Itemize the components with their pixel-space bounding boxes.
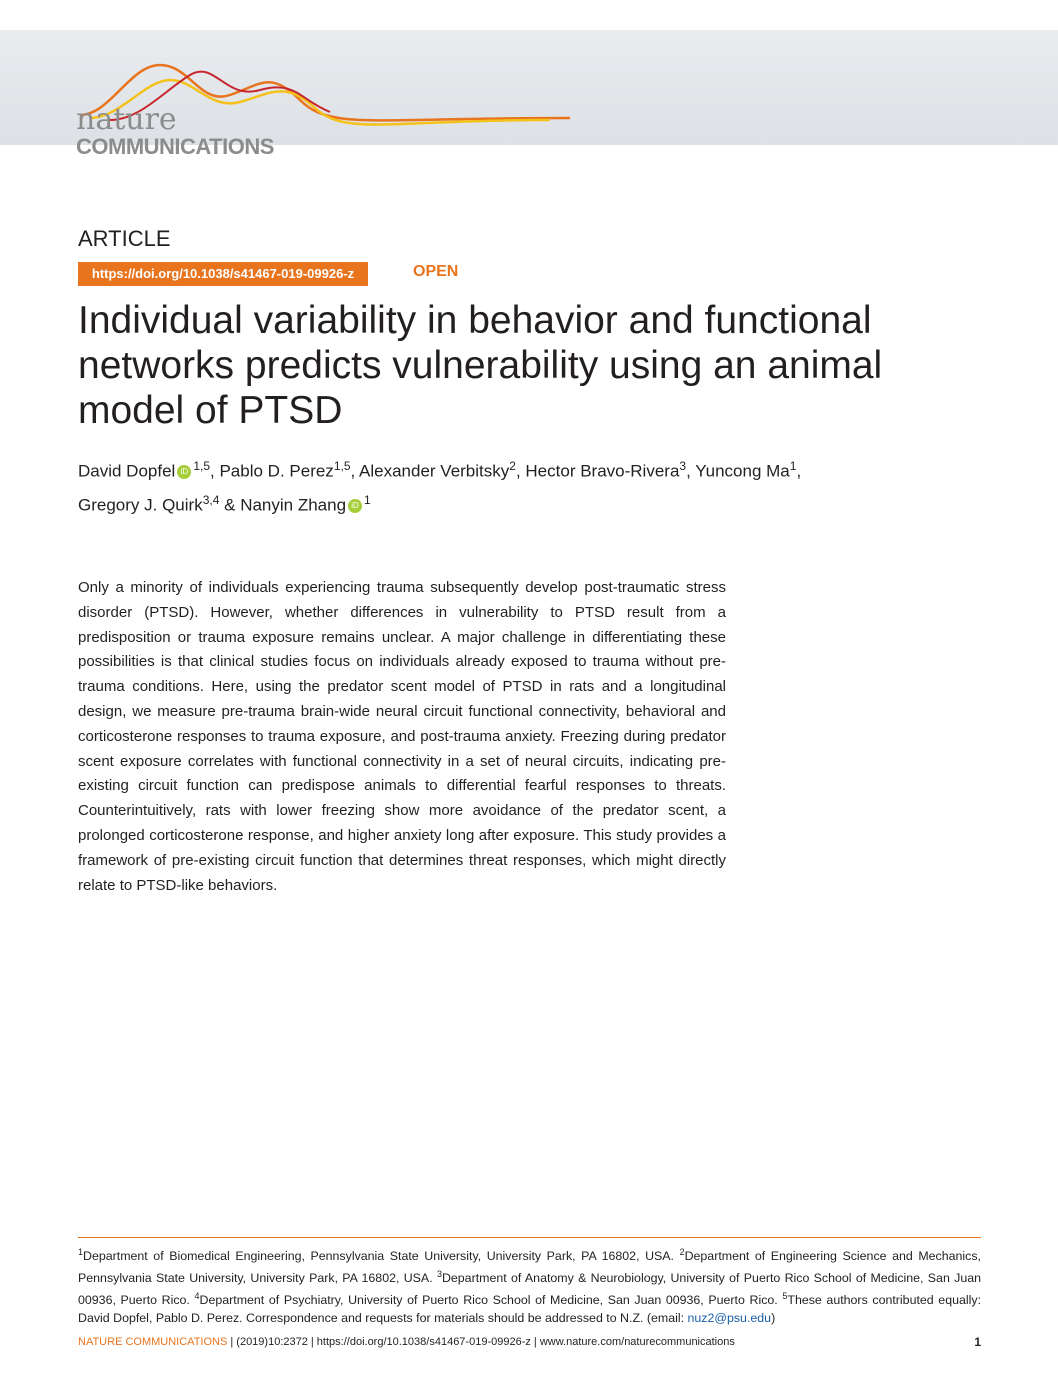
author-separator: , xyxy=(515,461,526,481)
logo-nature: nature xyxy=(76,102,177,137)
author-affiliation-ref: 3,4 xyxy=(202,492,220,507)
author-separator: , xyxy=(686,461,696,481)
orcid-icon[interactable]: iD xyxy=(348,499,362,513)
author-name[interactable]: Nanyin Zhang xyxy=(240,495,347,515)
open-access-badge: OPEN xyxy=(413,263,459,280)
email-close: ) xyxy=(771,1311,776,1326)
affiliation-text: Department of Biomedical Engineering, Pennsylvania State University, University Park, PA 16802, USA. xyxy=(83,1249,680,1264)
author-affiliation-ref: 1,5 xyxy=(193,459,211,473)
journal-banner xyxy=(0,30,1058,159)
author-list xyxy=(78,452,978,519)
author-separator: , xyxy=(210,461,220,481)
article-type: ARTICLE xyxy=(78,226,171,251)
author-affiliation-ref: 1,5 xyxy=(333,459,351,473)
author-affiliation-ref: 1 xyxy=(789,459,797,473)
author-name[interactable]: Hector Bravo-Rivera xyxy=(525,461,680,481)
author-affiliation-ref: 3 xyxy=(679,459,687,473)
logo-communications: COMMUNICATIONS xyxy=(76,134,274,159)
author-affiliation-ref: 1 xyxy=(364,492,371,507)
affiliation-text: Department of Anatomy & Neurobiology, University of Puerto Rico School of Medicine, San Juan 00936, Puerto Rico. xyxy=(78,1271,981,1308)
author-name[interactable]: Alexander Verbitsky xyxy=(359,461,510,481)
orcid-icon[interactable]: iD xyxy=(177,465,191,479)
abstract: Only a minority of individuals experiencing trauma subsequently develop post-traumatic stress disorder (PTSD). However, whether differences in vulnerability to PTSD result from a predisposition or trauma exposure remains unclear. A major challenge in differentiating these possibilities is that clinical studies focus on individuals already exposed to trauma without pre-trauma conditions. Here, using the predator scent model of PTSD in rats and a longitudinal design, we measure pre-trauma brain-wide neural circuit functional connectivity, behavioral and corticosterone responses to trauma exposure, and post-trauma anxiety. Freezing during predator scent exposure correlates with functional connectivity in a set of neural circuits, indicating pre-existing circuit function can predispose animals to differential fearful responses to threats. Counterintuitively, rats with lower freezing show more avoidance of the predator scent, a prolonged corticosterone response, and higher anxiety long after exposure. This study provides a framework of pre-existing circuit function that determines threat responses, which might directly relate to PTSD-like behaviors. xyxy=(78,579,726,894)
email-link[interactable]: nuz2@psu.edu xyxy=(687,1311,772,1326)
author-separator: , xyxy=(350,461,360,481)
affiliations xyxy=(78,1243,981,1327)
author-name[interactable]: David Dopfel xyxy=(78,461,176,481)
affiliation-number: 5 xyxy=(782,1291,788,1302)
footnote-divider xyxy=(78,1237,981,1238)
affiliation-number: 3 xyxy=(436,1269,442,1280)
affiliation-text: Department of Psychiatry, University of Puerto Rico School of Medicine, San Juan 00936, Puerto Rico. xyxy=(199,1293,783,1308)
affiliation-text: Department of Engineering Science and Mechanics, Pennsylvania State University, University Park, PA 16802, USA. xyxy=(78,1249,981,1286)
author-name[interactable]: Yuncong Ma xyxy=(695,461,790,481)
author-name[interactable]: Gregory J. Quirk xyxy=(78,495,203,515)
doi-link[interactable]: https://doi.org/10.1038/s41467-019-09926-z xyxy=(78,262,368,286)
author-separator: & xyxy=(219,495,241,515)
affiliation-number: 2 xyxy=(679,1247,685,1257)
author-affiliation-ref: 2 xyxy=(509,459,516,473)
footer-journal: NATURE COMMUNICATIONS xyxy=(78,1336,228,1348)
author-name[interactable]: Pablo D. Perez xyxy=(219,461,334,481)
footer-citation: | (2019)10:2372 | https://doi.org/10.1038/s41467-019-09926-z | www.nature.com/naturecommunications xyxy=(227,1336,735,1348)
page-footer xyxy=(78,1336,981,1348)
affiliation-text: These authors contributed equally: David Dopfel, Pablo D. Perez. Correspondence and requests for materials should be addressed to N.Z. (email: xyxy=(78,1293,982,1326)
page-number: 1 xyxy=(974,1335,981,1349)
author-separator: , xyxy=(796,461,802,481)
article-title: Individual variability in behavior and functional networks predicts vulnerability using an animal model of PTSD xyxy=(78,299,883,432)
affiliation-number: 1 xyxy=(78,1247,84,1257)
affiliation-number: 4 xyxy=(194,1291,200,1302)
